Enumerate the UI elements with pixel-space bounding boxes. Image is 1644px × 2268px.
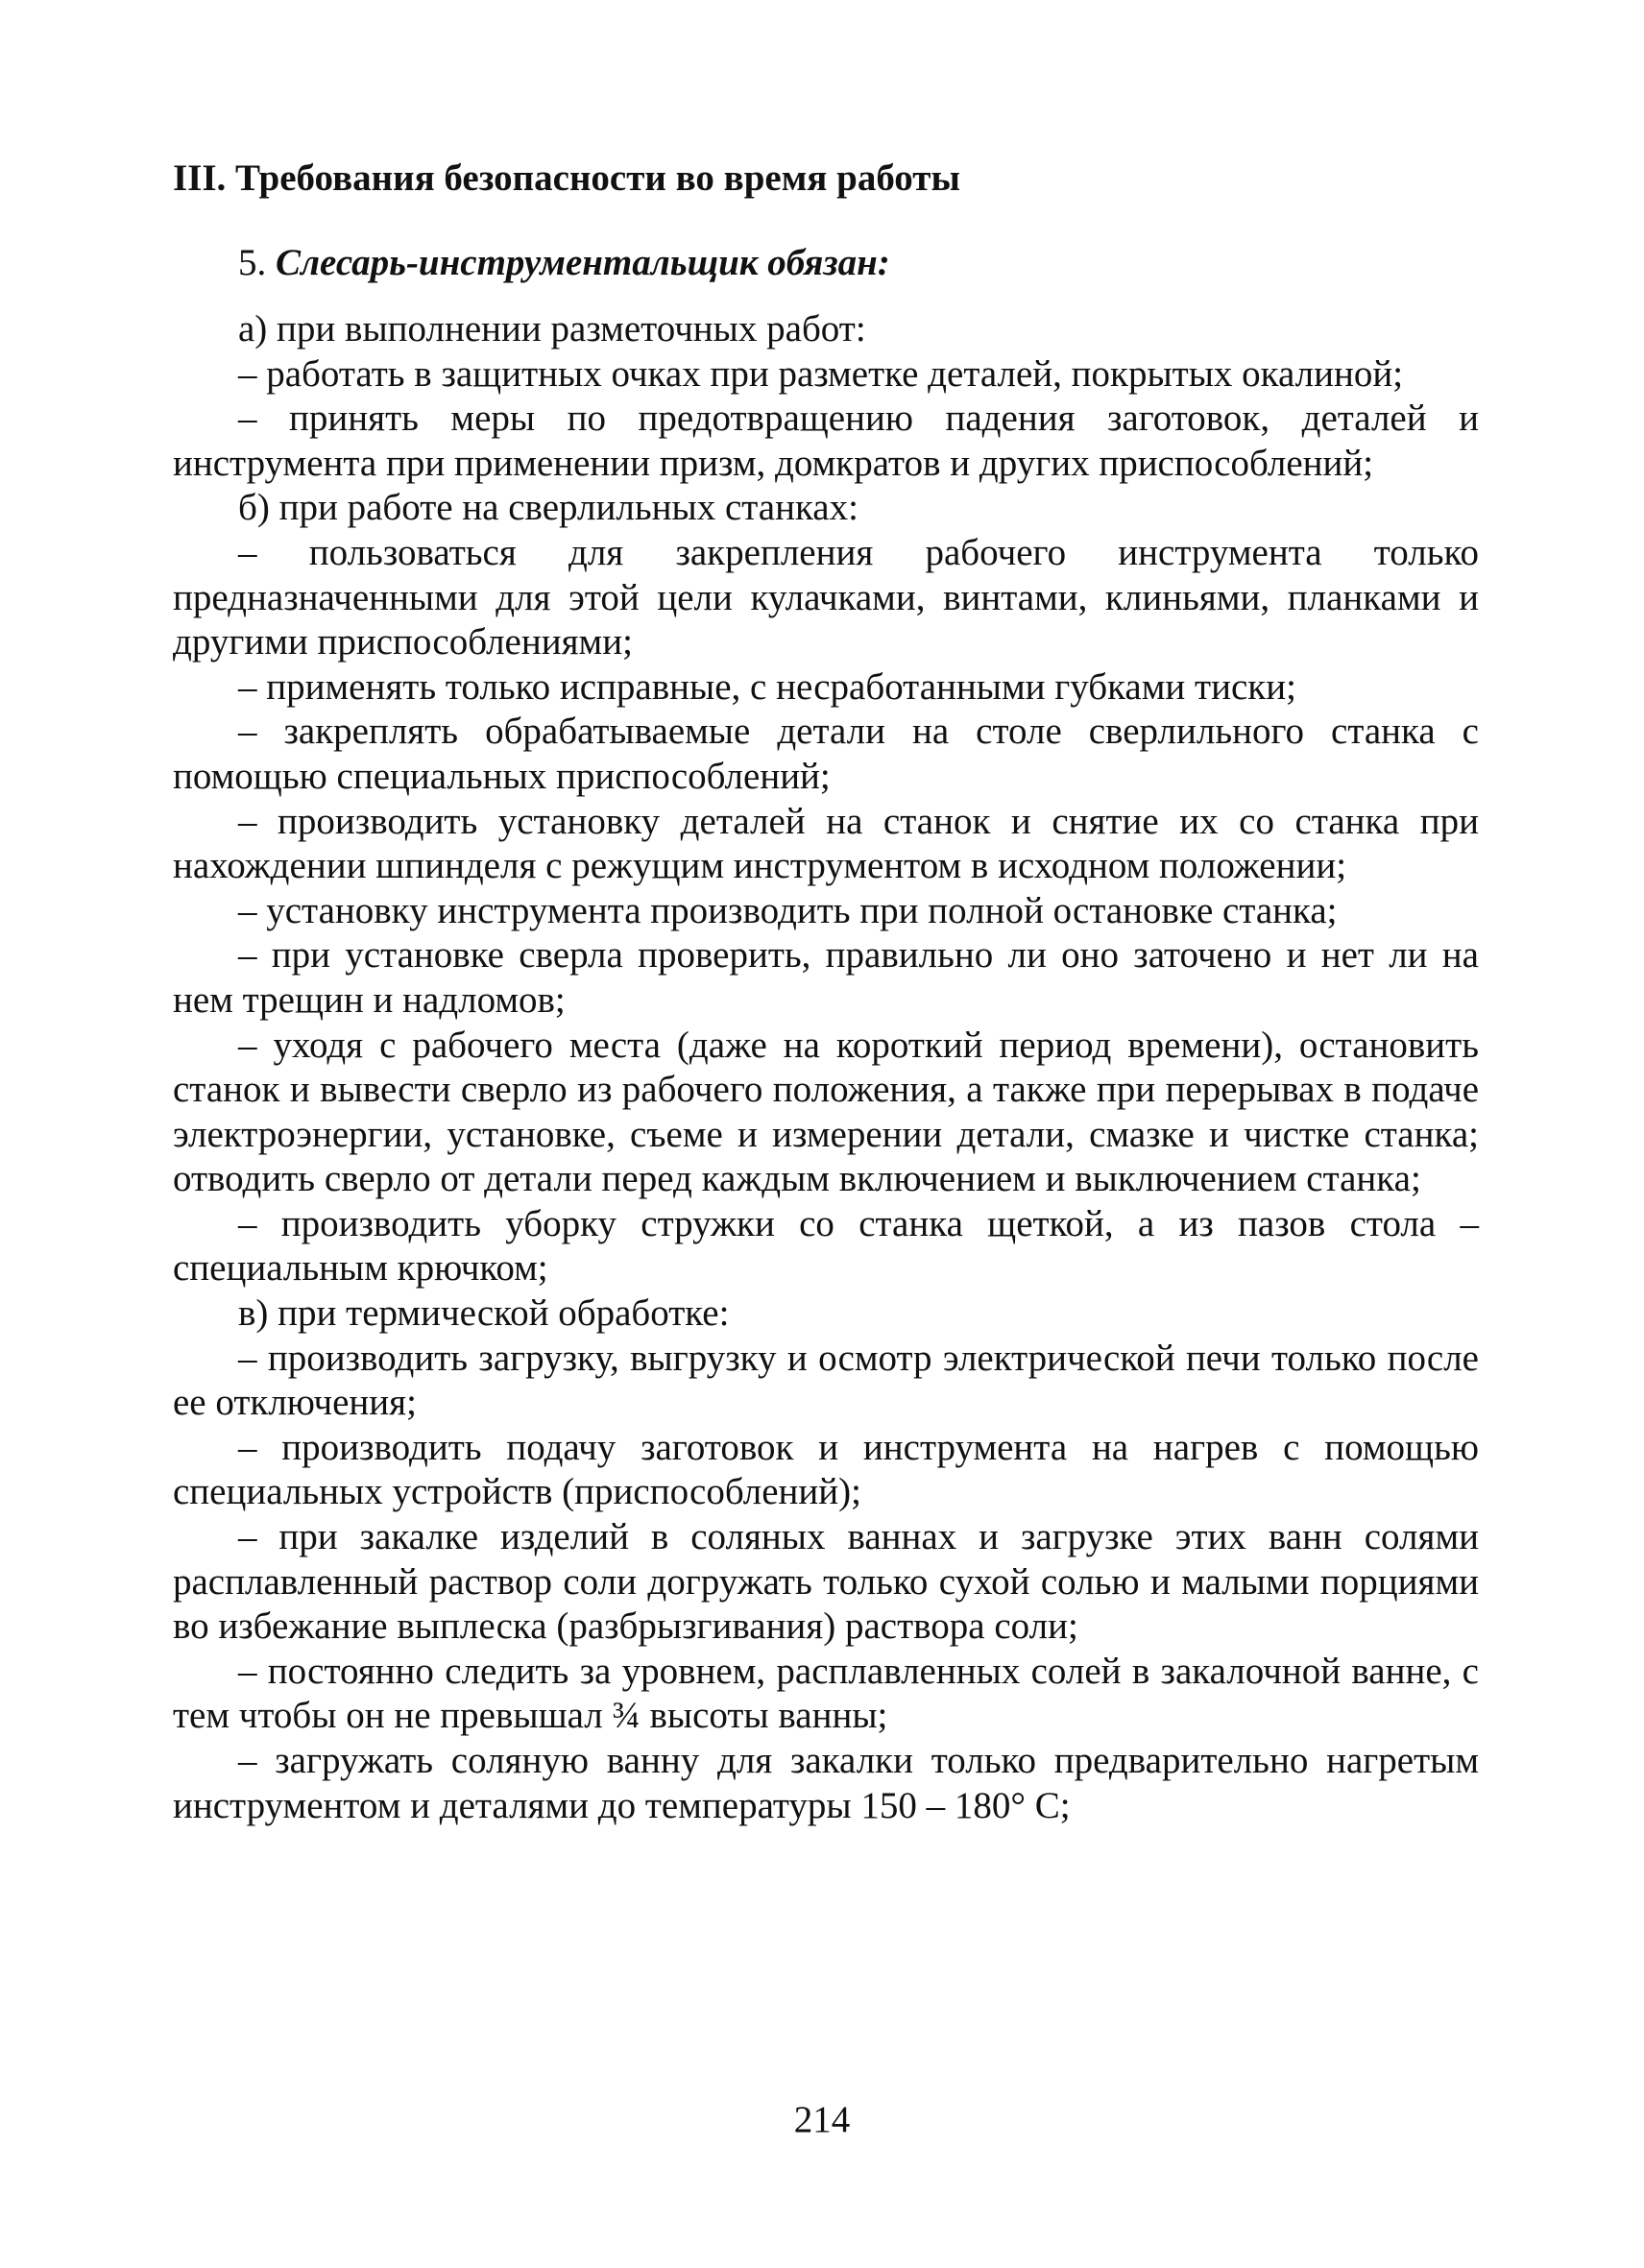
list-item: – закреплять обрабатываемые детали на столе сверлильного станка с помощью специальных приспособлений;	[173, 711, 1479, 797]
group-label: б) при работе на сверлильных станках:	[238, 487, 858, 529]
list-item: – производить загрузку, выгрузку и осмотр электрической печи только после ее отключения;	[173, 1337, 1479, 1424]
list-item: – уходя с рабочего места (даже на короткий период времени), остановить станок и вывести сверло из рабочего положения, а также при перерывах в подаче электроэнергии, установке, съеме и измерении детали, смазке и чистке станка; отводить сверло от детали перед каждым включением и выключением станка;	[173, 1024, 1479, 1200]
list-item: – производить подачу заготовок и инструмента на нагрев с помощью специальных устройств (приспособлений);	[173, 1426, 1479, 1513]
list-item: – принять меры по предотвращению падения заготовок, деталей и инструмента при применении призм, домкратов и других приспособлений;	[173, 398, 1479, 484]
group-label: в) при термической обработке:	[238, 1292, 730, 1335]
group-label: а) при выполнении разметочных работ:	[238, 308, 866, 350]
list-item: – загружать соляную ванну для закалки только предварительно нагретым инструментом и деталями до температуры 150 – 180° С;	[173, 1740, 1479, 1826]
list-item: – установку инструмента производить при полной остановке станка;	[238, 889, 1338, 931]
group-heat-treatment	[173, 1291, 1479, 1828]
list-item: – при установке сверла проверить, правильно ли оно заточено и нет ли на нем трещин и надломов;	[173, 934, 1479, 1021]
list-item: – производить уборку стружки со станка щеткой, а из пазов стола – специальным крючком;	[173, 1202, 1479, 1290]
clause-heading	[173, 238, 1479, 288]
list-item: – постоянно следить за уровнем, расплавленных солей в закалочной ванне, с тем чтобы он не превышал ¾ высоты ванны;	[173, 1650, 1479, 1737]
clause-title: Слесарь-инструментальщик обязан:	[276, 242, 890, 283]
clause-number: 5.	[238, 242, 267, 283]
group-marking	[173, 307, 1479, 486]
document-page	[173, 144, 1479, 1828]
list-item: – производить установку деталей на станок и снятие их со станка при нахождении шпинделя с режущим инструментом в исходном положении;	[173, 800, 1479, 887]
section-heading: III. Требования безопасности во время работы	[173, 157, 960, 199]
list-item: – применять только исправные, с несработанными губками тиски;	[238, 665, 1296, 708]
list-item: – пользоваться для закрепления рабочего инструмента только предназначенными для этой цели кулачками, винтами, клиньями, планками и другими приспособлениями;	[173, 531, 1479, 664]
group-drilling	[173, 486, 1479, 1291]
list-item: – при закалке изделий в соляных ваннах и загрузке этих ванн солями расплавленный раствор соли догружать только сухой солью и малыми порциями во избежание выплеска (разбрызгивания) раствора соли;	[173, 1516, 1479, 1648]
list-item: – работать в защитных очках при разметке деталей, покрытых окалиной;	[238, 352, 1404, 395]
page-number: 214	[793, 2099, 851, 2140]
